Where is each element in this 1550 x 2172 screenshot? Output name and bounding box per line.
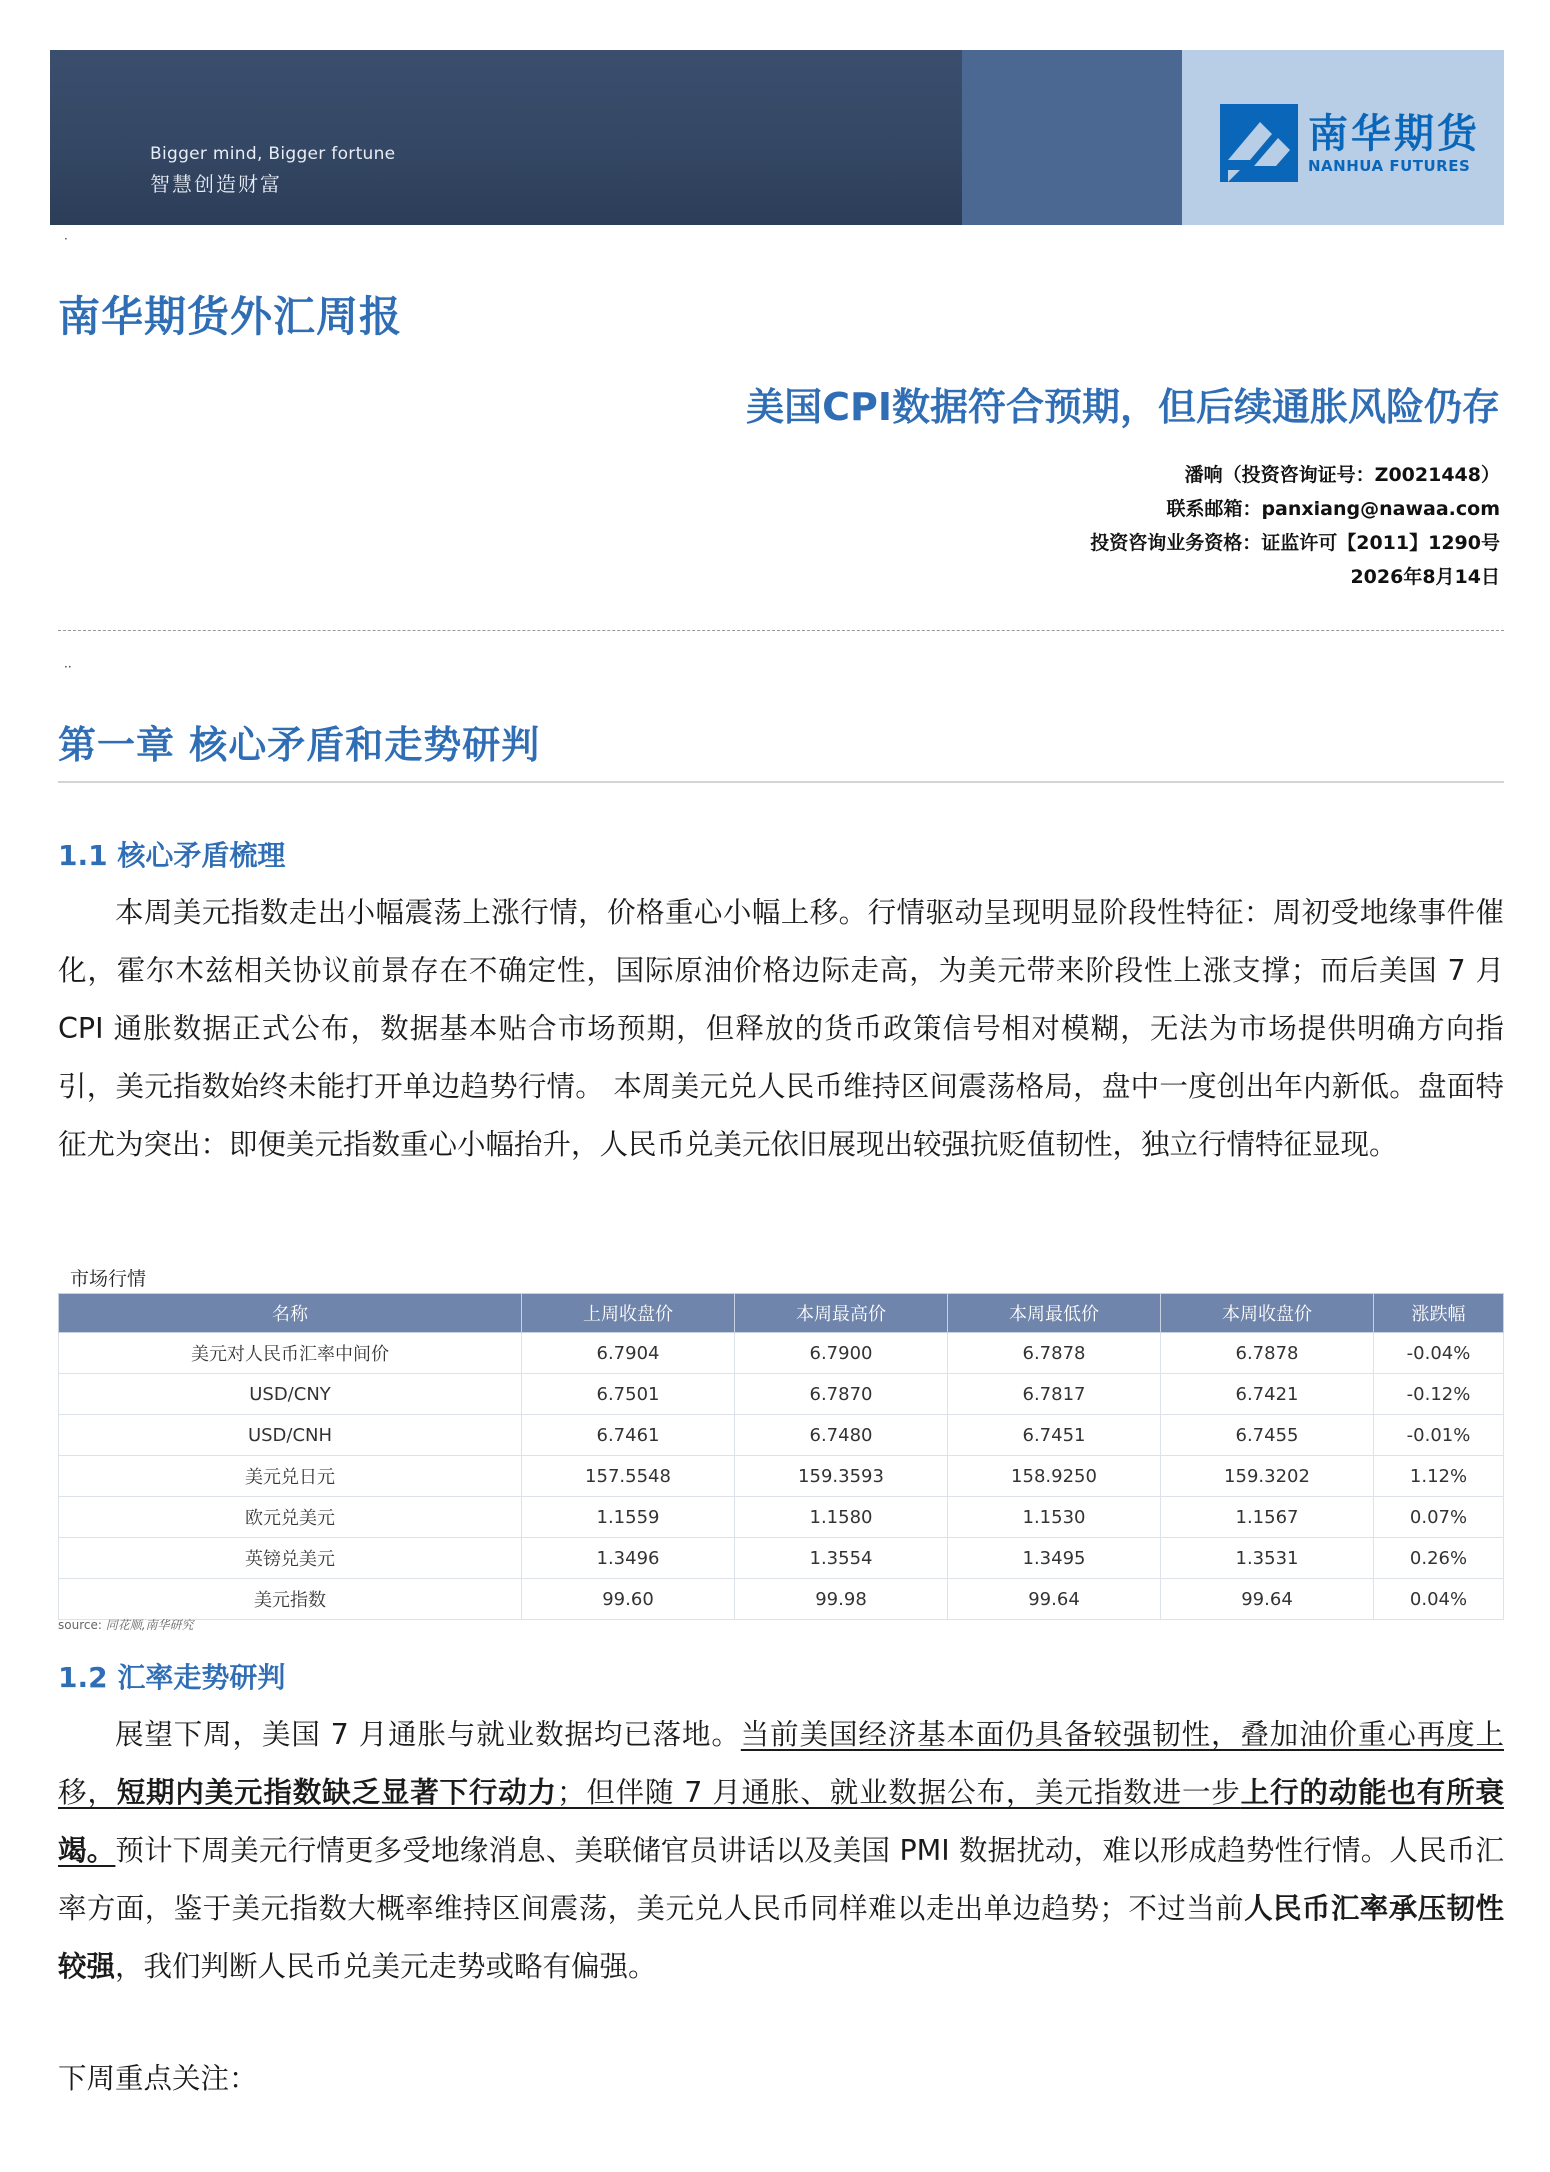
source-note — [58, 1616, 194, 1633]
table-row — [59, 1415, 1504, 1456]
table-cell: 美元兑日元 — [59, 1456, 522, 1497]
banner-left — [50, 50, 962, 225]
bold-underlined-text: 上行的动能也有所衰竭。 — [58, 1776, 1504, 1867]
table-row — [59, 1456, 1504, 1497]
table-cell: 6.7421 — [1161, 1374, 1374, 1415]
slogan-en: Bigger mind, Bigger fortune — [150, 144, 396, 164]
bold-text: 人民币汇率承压韧性较强 — [58, 1892, 1504, 1983]
table-cell: 0.07% — [1374, 1497, 1504, 1538]
table-cell: 美元对人民币汇率中间价 — [59, 1333, 522, 1374]
table-cell: 99.64 — [948, 1579, 1161, 1620]
table-row — [59, 1497, 1504, 1538]
table-cell: 158.9250 — [948, 1456, 1161, 1497]
report-title: 南华期货外汇周报 — [58, 292, 403, 341]
table-cell: USD/CNY — [59, 1374, 522, 1415]
table-cell: 1.3554 — [735, 1538, 948, 1579]
table-cell: 99.98 — [735, 1579, 948, 1620]
text-run: ，我们判断人民币兑美元走势或略有偏强。 — [115, 1950, 657, 1983]
table-cell: 6.7455 — [1161, 1415, 1374, 1456]
table-cell: 6.7878 — [1161, 1333, 1374, 1374]
chapter-rule — [58, 781, 1504, 783]
table-cell: 159.3593 — [735, 1456, 948, 1497]
table-cell: -0.01% — [1374, 1415, 1504, 1456]
table-cell: 6.7480 — [735, 1415, 948, 1456]
table-cell: 1.1530 — [948, 1497, 1161, 1538]
banner-right — [1182, 50, 1504, 225]
author-name: 潘响（投资咨询证号：Z0021448） — [1184, 464, 1500, 486]
table-cell: 159.3202 — [1161, 1456, 1374, 1497]
table-cell: 1.1567 — [1161, 1497, 1374, 1538]
col-header: 名称 — [59, 1294, 522, 1333]
table-cell: 1.1559 — [522, 1497, 735, 1538]
table-cell: 99.60 — [522, 1579, 735, 1620]
col-header: 上周收盘价 — [522, 1294, 735, 1333]
table-cell: 6.7904 — [522, 1333, 735, 1374]
slogan — [150, 144, 395, 197]
table-cell: 1.3496 — [522, 1538, 735, 1579]
table-row — [59, 1333, 1504, 1374]
section-title-1-1: 1.1 核心矛盾梳理 — [58, 839, 286, 872]
table-cell: 6.7870 — [735, 1374, 948, 1415]
report-subtitle: 美国CPI数据符合预期，但后续通胀风险仍存 — [746, 385, 1500, 429]
license-info: 投资咨询业务资格：证监许可【2011】1290号 — [1090, 532, 1500, 554]
section-1-1-paragraph: 本周美元指数走出小幅震荡上涨行情，价格重心小幅上移。行情驱动呈现明显阶段性特征：周初受地缘事件催化，霍尔木兹相关协议前景存在不确定性，国际原油价格边际走高，为美元带来阶段性上涨支撑；而后美国 7 月 CPI 通胀数据正式公布，数据基本贴合市场预期，但释放的货币政策信号相对模糊，无法为市场提供明确方向指引，美元指数始终未能打开单边趋势行情。 本周美元兑人民币维持区间震荡格局，盘中一度创出年内新低。盘面特征尤为突出：即便美元指数重心小幅抬升，人民币兑美元依旧展现出较强抗贬值韧性，独立行情特征显现。 — [58, 896, 1504, 1161]
table-cell: -0.04% — [1374, 1333, 1504, 1374]
text-run: 预计下周美元行情更多受地缘消息、美联储官员讲话以及美国 PMI 数据扰动，难以形成趋势性行情。人民币汇率方面，鉴于美元指数大概率维持区间震荡，美元兑人民币同样难以走出单边趋势；不过当前 — [58, 1834, 1504, 1925]
table-cell: 欧元兑美元 — [59, 1497, 522, 1538]
table-header-row — [59, 1294, 1504, 1333]
author-email[interactable]: 联系邮箱：panxiang@nawaa.com — [1166, 498, 1500, 520]
focus-label: 下周重点关注： — [58, 2062, 258, 2095]
table-cell: 0.26% — [1374, 1538, 1504, 1579]
table-cell: 0.04% — [1374, 1579, 1504, 1620]
logo-text-cn: 南华期货 — [1308, 111, 1480, 157]
table-row — [59, 1538, 1504, 1579]
table-cell: 6.7501 — [522, 1374, 735, 1415]
col-header: 本周收盘价 — [1161, 1294, 1374, 1333]
underlined-text: ；但伴随 7 月通胀、就业数据公布，美元指数进一步 — [556, 1776, 1241, 1809]
table-cell: 1.3495 — [948, 1538, 1161, 1579]
col-header: 本周最低价 — [948, 1294, 1161, 1333]
table-cell: 1.1580 — [735, 1497, 948, 1538]
table-cell: 英镑兑美元 — [59, 1538, 522, 1579]
source-text: 同花顺,南华研究 — [105, 1618, 194, 1632]
table-cell: 1.12% — [1374, 1456, 1504, 1497]
stray-dots: ·· — [64, 660, 72, 674]
divider — [58, 630, 1504, 631]
table-cell: 6.7878 — [948, 1333, 1161, 1374]
report-date: 2026年8月14日 — [1350, 566, 1500, 588]
section-1-2-paragraph — [58, 1706, 1504, 1996]
nanhua-logo-icon — [1220, 104, 1298, 182]
table-row — [59, 1579, 1504, 1620]
table-cell: 6.7451 — [948, 1415, 1161, 1456]
col-header: 本周最高价 — [735, 1294, 948, 1333]
text-run: 展望下周，美国 7 月通胀与就业数据均已落地。 — [115, 1718, 741, 1751]
table-cell: USD/CNH — [59, 1415, 522, 1456]
author-block — [1090, 458, 1500, 594]
table-row — [59, 1374, 1504, 1415]
table-cell: 美元指数 — [59, 1579, 522, 1620]
market-table — [58, 1293, 1504, 1620]
table-cell: 157.5548 — [522, 1456, 735, 1497]
header-banner — [50, 50, 1504, 225]
company-logo — [1220, 104, 1480, 182]
table-cell: 6.7817 — [948, 1374, 1161, 1415]
table-cell: 6.7461 — [522, 1415, 735, 1456]
bold-underlined-text: 短期内美元指数缺乏显著下行动力 — [116, 1776, 557, 1809]
source-label: source: — [58, 1618, 102, 1632]
banner-middle — [962, 50, 1182, 225]
underlined-text: 当前美国经济基本面仍具备较强韧性，叠加油价重心再度上移， — [58, 1718, 1504, 1809]
stray-dot: · — [64, 232, 68, 246]
table-cell: 6.7900 — [735, 1333, 948, 1374]
table-cell: -0.12% — [1374, 1374, 1504, 1415]
table-caption: 市场行情 — [70, 1268, 147, 1290]
section-title-1-2: 1.2 汇率走势研判 — [58, 1661, 286, 1694]
table-cell: 99.64 — [1161, 1579, 1374, 1620]
table-cell: 1.3531 — [1161, 1538, 1374, 1579]
logo-text-en: NANHUA FUTURES — [1308, 157, 1471, 175]
chapter-title: 第一章 核心矛盾和走势研判 — [58, 723, 541, 767]
slogan-cn: 智慧创造财富 — [150, 172, 282, 196]
col-header: 涨跌幅 — [1374, 1294, 1504, 1333]
